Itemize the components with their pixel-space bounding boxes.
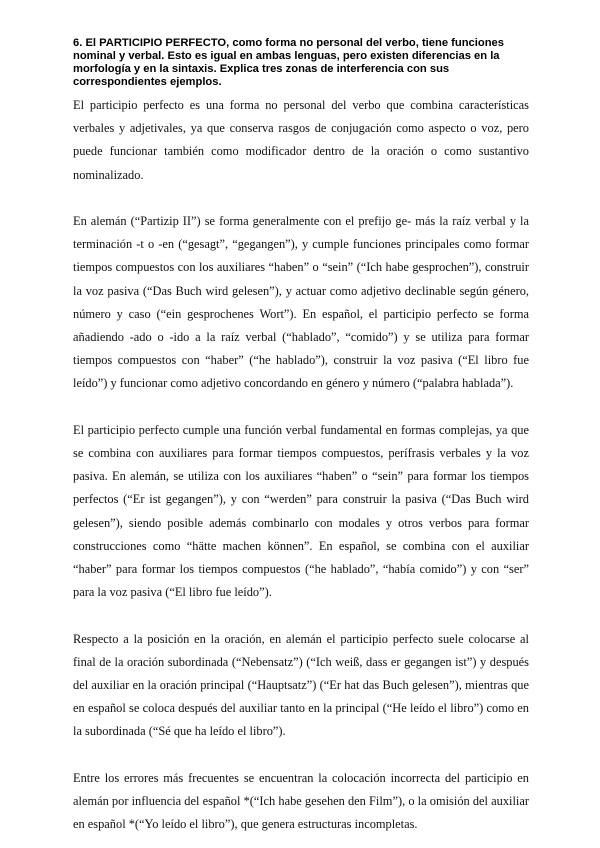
paragraph-morphology: En alemán (“Partizip II”) se forma generalmente con el prefijo ge- más la raíz verbal y la terminación -t o -en (“gesagt”, “gegangen”), y cumple funciones principales como formar tiempos compuestos con los auxiliares “haben” o “sein” (“Ich habe gesprochen”), construir la voz pasiva (“Das Buch wird gelesen”), y actuar como adjetivo declinable según género, número y caso (“ein gesprochenes Wort”). En español, el participio perfecto se forma añadiendo -ado o -ido a la raíz verbal (“hablado”, “comido”) y se utiliza para formar tiempos compuestos con “haber” (“he hablado”), construir la voz pasiva (“El libro fue leído”) y funcionar como adjetivo concordando en género y número (“palabra hablada”). [73, 214, 529, 391]
answer-body [73, 94, 529, 836]
paragraph-sentence-position: Respecto a la posición en la oración, en alemán el participio perfecto suele colocarse al final de la oración subordinada (“Nebensatz”) (“Ich weiß, dass er gegangen ist”) y después del auxiliar en la oración principal (“Hauptsatz”) (“Er hat das Buch gelesen”), mientras que en español se coloca después del auxiliar tanto en la principal (“He leído el libro”) como en la subordinada (“Sé que ha leído el libro”). [73, 631, 529, 739]
question-heading: 6. El PARTICIPIO PERFECTO, como forma no personal del verbo, tiene funciones nominal y verbal. Esto es igual en ambas lenguas, pero existen diferencias en la morfología y en la sintaxis. Explica tres zonas de interferencia con sus correspondientes ejemplos. [73, 37, 505, 88]
paragraph-verbal-function: El participio perfecto cumple una función verbal fundamental en formas complejas, ya que se combina con auxiliares para formar tiempos compuestos, perífrasis verbales y la voz pasiva. En alemán, se utiliza con los auxiliares “haben” o “sein” para formar los tiempos perfectos (“Er ist gegangen”), y con “werden” para construir la pasiva (“Das Buch wird gelesen”), siendo posible además combinarlo con modales y otros verbos para formar construcciones como “hätte machen können”. En español, se combina con el auxiliar “haber” para formar los tiempos compuestos (“he hablado”, “había comido”) y con “ser” para la voz pasiva (“El libro fue leído”). [73, 422, 529, 600]
paragraph-common-errors: Entre los errores más frecuentes se encuentran la colocación incorrecta del participio en alemán por influencia del español *(“Ich habe gesehen den Film”), o la omisión del auxiliar en español *(“Yo leído el libro”), que genera estructuras incompletas. [73, 770, 529, 832]
paragraph-definition: El participio perfecto es una forma no personal del verbo que combina características verbales y adjetivales, ya que conserva rasgos de conjugación como aspecto o voz, pero puede funcionar también como modificador dentro de la oración o como sustantivo nominalizado. [73, 98, 529, 182]
